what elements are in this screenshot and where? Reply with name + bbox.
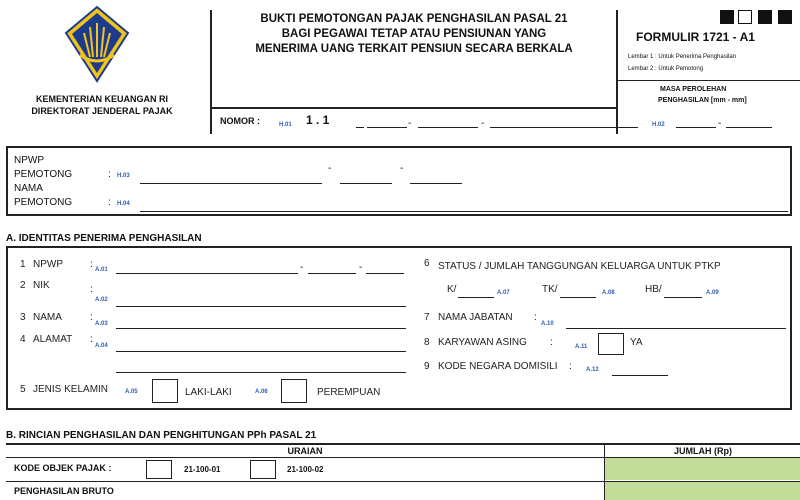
asing-num: 8 [424, 337, 430, 348]
masa-field-end[interactable] [726, 127, 772, 128]
kode-21-100-02-checkbox[interactable] [250, 460, 276, 479]
npwp-dash-1: - [300, 262, 304, 273]
col-jumlah: JUMLAH (Rp) [674, 446, 732, 456]
field-num-nama: 3 [20, 312, 26, 323]
status-num: 6 [424, 258, 430, 269]
tk-field[interactable] [560, 297, 596, 298]
perempuan-label: PEREMPUAN [317, 387, 381, 398]
negara-num: 9 [424, 361, 430, 372]
laki-laki-checkbox[interactable] [152, 379, 178, 403]
kode-21-100-02-label: 21-100-02 [287, 465, 324, 474]
negara-field[interactable] [612, 375, 668, 376]
nama-pemotong-colon: : [108, 197, 111, 208]
npwp-pemotong-dash-2: - [400, 163, 404, 174]
alamat-field-2[interactable] [116, 372, 406, 373]
jumlah-cell-bruto [605, 482, 800, 500]
nik-colon: : [90, 284, 93, 295]
masa-field-start[interactable] [676, 127, 716, 128]
field-num-npwp: 1 [20, 259, 26, 270]
penghasilan-bruto-label: PENGHASILAN BRUTO [14, 486, 114, 496]
lembar-2-note: Lembar 2 : Untuk Pemotong [628, 66, 704, 72]
npwp-pemotong-code: H.03 [117, 173, 130, 179]
npwp-pemotong-label-1: NPWP [14, 155, 44, 166]
nomor-value: 1 . 1 [306, 113, 330, 127]
directorate-name: DIREKTORAT JENDERAL PAJAK [31, 106, 173, 116]
k-field[interactable] [458, 297, 494, 298]
tk-code: A.08 [602, 290, 615, 296]
masa-label-2: PENGHASILAN [mm - mm] [658, 97, 747, 104]
k-code: A.07 [497, 290, 510, 296]
npwp-pemotong-field-2[interactable] [340, 183, 392, 184]
title-line-3: MENERIMA UANG TERKAIT PENSIUN SECARA BERKALA [255, 43, 573, 55]
perempuan-checkbox[interactable] [281, 379, 307, 403]
nik-code: A.02 [95, 297, 108, 303]
masa-divider [616, 80, 800, 81]
nomor-top-border [210, 107, 616, 109]
corner-marks [720, 10, 800, 26]
k-label: K/ [447, 284, 457, 295]
nama-code: A.03 [95, 321, 108, 327]
jabatan-field[interactable] [566, 328, 786, 329]
kode-objek-label: KODE OBJEK PAJAK : [14, 463, 112, 473]
nama-pemotong-label-1: NAMA [14, 183, 43, 194]
jabatan-num: 7 [424, 312, 430, 323]
section-b-title: B. RINCIAN PENGHASILAN DAN PENGHITUNGAN PPh PASAL 21 [6, 430, 317, 441]
hb-field[interactable] [664, 297, 702, 298]
asing-colon: : [550, 337, 553, 348]
nomor-field-3[interactable] [418, 127, 478, 128]
nama-pemotong-field[interactable] [140, 211, 788, 212]
nomor-dash-2: - [481, 118, 485, 129]
lembar-1-note: Lembar 1 : Untuk Penerima Penghasilan [628, 54, 737, 60]
field-num-alamat: 4 [20, 334, 26, 345]
masa-label-1: MASA PEROLEHAN [660, 86, 727, 93]
perempuan-code: A.06 [255, 389, 268, 395]
nomor-code: H.01 [279, 122, 292, 128]
nama-colon: : [90, 312, 93, 323]
laki-laki-label: LAKI-LAKI [185, 387, 232, 398]
header-divider-left [210, 10, 212, 134]
npwp-pemotong-field-1[interactable] [140, 183, 322, 184]
npwp-code: A.01 [95, 267, 108, 273]
npwp-pemotong-field-3[interactable] [410, 183, 462, 184]
nomor-field-2[interactable] [367, 127, 407, 128]
ministry-name: KEMENTERIAN KEUANGAN RI [35, 94, 168, 104]
npwp-field-2[interactable] [308, 273, 356, 274]
negara-label: KODE NEGARA DOMISILI [438, 361, 558, 372]
title-line-1: BUKTI PEMOTONGAN PAJAK PENGHASILAN PASAL 21 [260, 13, 568, 25]
title-line-2: BAGI PEGAWAI TETAP ATAU PENSIUNAN YANG [281, 28, 547, 40]
nama-pemotong-code: H.04 [117, 201, 130, 207]
field-label-nama: NAMA [33, 312, 62, 323]
asing-label: KARYAWAN ASING [438, 337, 527, 348]
section-b-top-border [6, 443, 800, 445]
kode-21-100-01-checkbox[interactable] [146, 460, 172, 479]
masa-dash: - [718, 118, 722, 129]
jumlah-cell-kode [605, 458, 800, 480]
field-num-nik: 2 [20, 280, 26, 291]
npwp-field-3[interactable] [366, 273, 404, 274]
tk-label: TK/ [542, 284, 558, 295]
status-label: STATUS / JUMLAH TANGGUNGAN KELUARGA UNTUK PTKP [438, 261, 721, 272]
jenis-kelamin-code: A.05 [125, 389, 138, 395]
nik-field[interactable] [116, 306, 406, 307]
jabatan-colon: : [534, 312, 537, 323]
alamat-colon: : [90, 334, 93, 345]
negara-code: A.12 [586, 367, 599, 373]
field-label-npwp: NPWP [33, 259, 63, 270]
section-a-title: A. IDENTITAS PENERIMA PENGHASILAN [6, 233, 202, 244]
header-divider-right [616, 10, 618, 134]
npwp-pemotong-colon: : [108, 169, 111, 180]
nomor-field-4[interactable] [490, 127, 638, 128]
hb-code: A.09 [706, 290, 719, 296]
field-num-jenis-kelamin: 5 [20, 384, 26, 395]
form-title [214, 12, 614, 57]
nomor-dash-1: - [408, 118, 412, 129]
formulir-label: FORMULIR 1721 - A1 [636, 30, 755, 44]
col-uraian: URAIAN [287, 446, 323, 456]
field-label-alamat: ALAMAT [33, 334, 73, 345]
masa-code: H.02 [652, 122, 665, 128]
asing-code: A.11 [575, 344, 588, 350]
hb-label: HB/ [645, 284, 662, 295]
npwp-field-1[interactable] [116, 273, 298, 274]
nomor-field-1[interactable] [356, 127, 364, 128]
field-label-jenis-kelamin: JENIS KELAMIN [33, 384, 109, 395]
kode-21-100-01-label: 21-100-01 [184, 465, 221, 474]
alamat-field-1[interactable] [116, 351, 406, 352]
jabatan-code: A.10 [541, 321, 554, 327]
npwp-colon: : [90, 259, 93, 270]
asing-ya-label: YA [630, 337, 643, 348]
jabatan-label: NAMA JABATAN [438, 312, 513, 323]
nama-field[interactable] [116, 328, 406, 329]
nama-pemotong-label-2: PEMOTONG [14, 197, 73, 208]
npwp-pemotong-label-2: PEMOTONG [14, 169, 73, 180]
field-label-nik: NIK [33, 280, 50, 291]
npwp-pemotong-dash-1: - [328, 163, 332, 174]
djp-logo [62, 5, 132, 83]
negara-colon: : [569, 361, 572, 372]
npwp-dash-2: - [359, 262, 363, 273]
nomor-label: NOMOR : [220, 116, 260, 126]
alamat-code: A.04 [95, 343, 108, 349]
karyawan-asing-checkbox[interactable] [598, 333, 624, 355]
